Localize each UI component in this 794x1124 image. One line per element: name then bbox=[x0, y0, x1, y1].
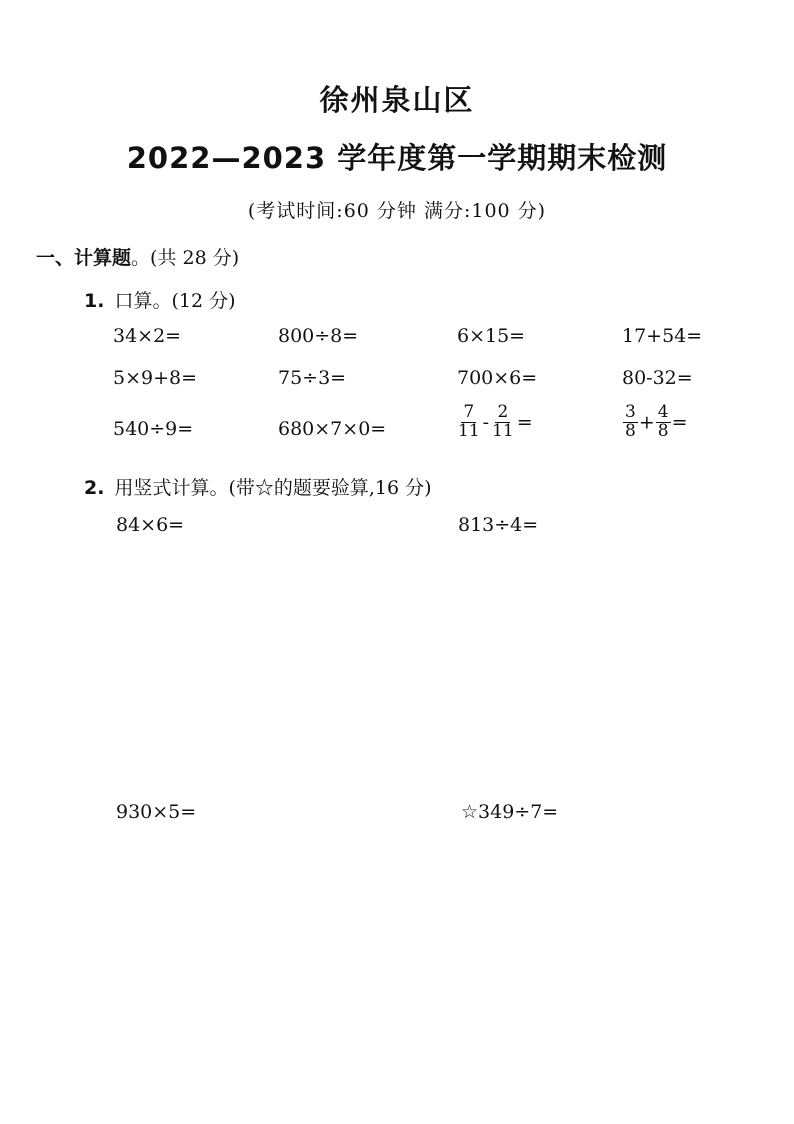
fraction: $\frac{2}{11}$ bbox=[492, 402, 514, 441]
vertical-calc-item: 84×6= bbox=[116, 514, 185, 536]
exam-title: 2022—2023 学年度第一学期期末检测 bbox=[126, 141, 668, 175]
section-1-prefix: 一、 bbox=[36, 247, 75, 269]
oral-item: 34×2= bbox=[113, 325, 182, 347]
question-1-heading bbox=[84, 286, 236, 313]
section-1-title: 计算题 bbox=[74, 247, 132, 269]
question-2-title: 用竖式计算。(带☆的题要验算,16 分) bbox=[114, 477, 432, 499]
oral-item: 80-32= bbox=[622, 367, 693, 389]
question-2-heading bbox=[84, 473, 432, 500]
oral-item: 540÷9= bbox=[113, 418, 194, 440]
oral-item: 75÷3= bbox=[278, 367, 347, 389]
oral-item: 6×15= bbox=[457, 325, 526, 347]
section-1-suffix: 。(共 28 分) bbox=[131, 247, 240, 269]
oral-item: 800÷8= bbox=[278, 325, 359, 347]
fraction-subtraction: $\frac{7}{11}$ - $\frac{2}{11}$ = bbox=[458, 402, 533, 441]
oral-item: 700×6= bbox=[457, 367, 538, 389]
oral-item: 17+54= bbox=[622, 325, 703, 347]
vertical-calc-item-starred: ☆349÷7= bbox=[461, 801, 559, 823]
school-title: 徐州泉山区 bbox=[319, 83, 475, 117]
question-1-number: 1. bbox=[84, 290, 105, 312]
oral-item: 5×9+8= bbox=[113, 367, 198, 389]
vertical-calc-item: 813÷4= bbox=[458, 514, 539, 536]
fraction-addition: $\frac{3}{8}$ + $\frac{4}{8}$ = bbox=[625, 402, 688, 441]
question-1-title: 口算。(12 分) bbox=[114, 290, 236, 312]
oral-item: 680×7×0= bbox=[278, 418, 387, 440]
section-1-heading bbox=[36, 243, 239, 270]
fraction: $\frac{7}{11}$ bbox=[458, 402, 480, 441]
question-2-number: 2. bbox=[84, 477, 105, 499]
fraction: $\frac{3}{8}$ bbox=[625, 402, 636, 441]
exam-info: (考试时间:60 分钟 满分:100 分) bbox=[247, 200, 547, 222]
vertical-calc-item: 930×5= bbox=[116, 801, 197, 823]
fraction: $\frac{4}{8}$ bbox=[657, 402, 669, 441]
